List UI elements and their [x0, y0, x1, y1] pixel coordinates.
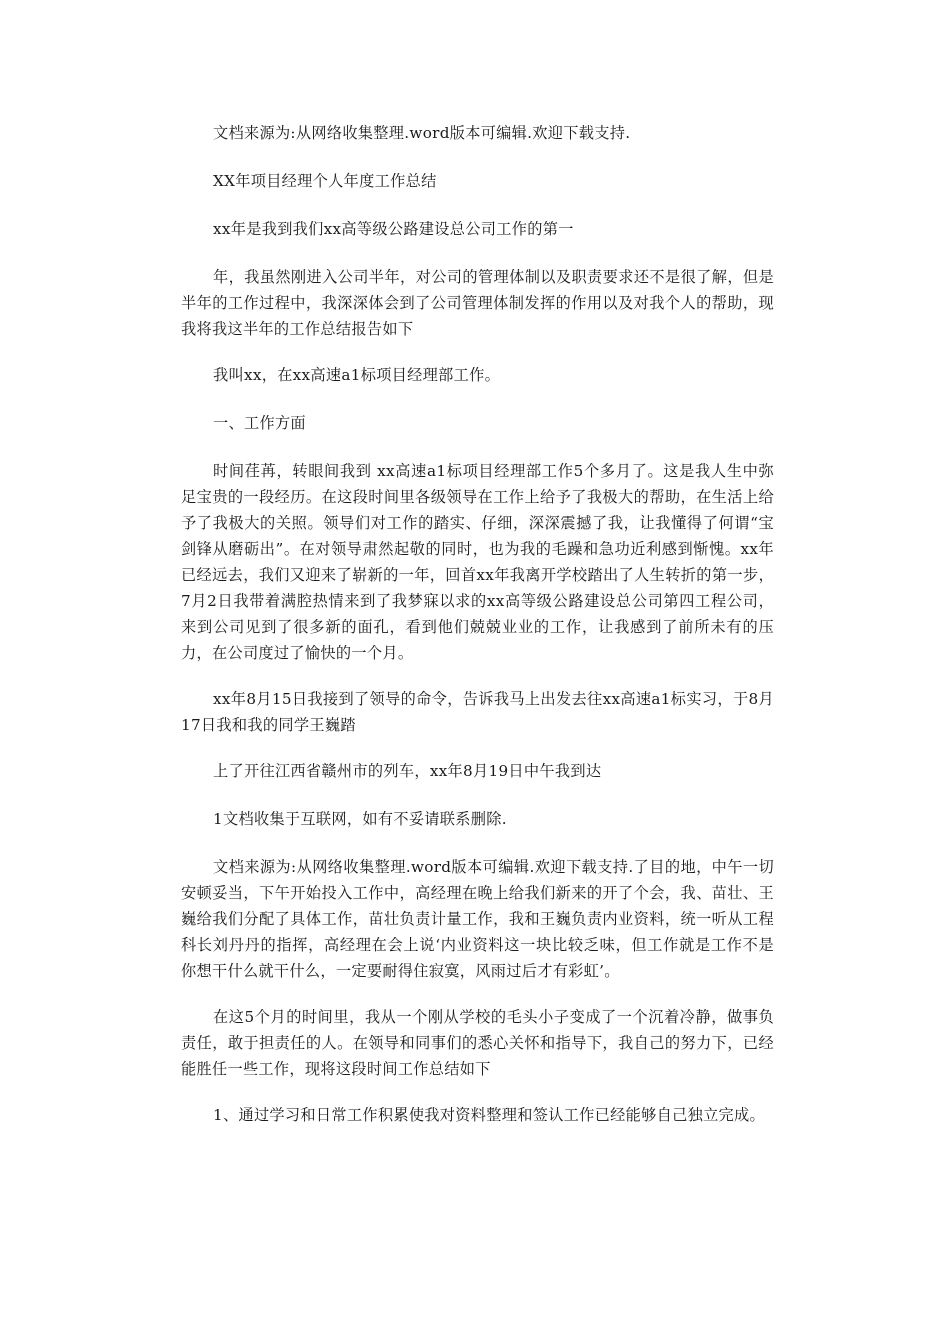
list-item-1: 1、通过学习和日常工作积累使我对资料整理和签认工作已经能够自己独立完成。: [213, 1106, 766, 1124]
paragraph-travel: 上了开往江西省赣州市的列车，xx年8月19日中午我到达: [213, 762, 602, 780]
document-title: XX年项目经理个人年度工作总结: [213, 172, 437, 190]
paragraph-assignment: xx年8月15日我接到了领导的命令，告诉我马上出发去往xx高速a1标实习，于8月17日我和我的同学王巍踏: [181, 690, 774, 734]
paragraph-self-introduction: 我叫xx，在xx高速a1标项目经理部工作。: [213, 366, 501, 384]
source-header-line: 文档来源为:从网络收集整理.word版本可编辑.欢迎下载支持.: [213, 124, 631, 142]
paragraph-intro: xx年是我到我们xx高等级公路建设总公司工作的第一: [213, 220, 574, 238]
paragraph-overview: 年，我虽然刚进入公司半年，对公司的管理体制以及职责要求还不是很了解，但是半年的工作过程中，我深深体会到了公司管理体制发挥的作用以及对我个人的帮助，现我将我这半年的工作总结报告如下: [181, 268, 774, 338]
paragraph-experience: 时间荏苒，转眼间我到 xx高速a1标项目经理部工作5个多月了。这是我人生中弥足宝贵的一段经历。在这段时间里各级领导在工作上给予了我极大的帮助，在生活上给予了我极大的关照。领导们对工作的踏实、仔细，深深震撼了我，让我懂得了何谓“宝剑锋从磨砺出”。在对领导肃然起敬的同时，也为我的毛躁和急功近利感到惭愧。xx年已经远去，我们又迎来了崭新的一年，回首xx年我离开学校踏出了人生转折的第一步，7月2日我带着满腔热情来到了我梦寐以求的xx高等级公路建设总公司第四工程公司，来到公司见到了很多新的面孔，看到他们兢兢业业的工作，让我感到了前所未有的压力，在公司度过了愉快的一个月。: [181, 462, 774, 662]
footer-note: 1文档收集于互联网，如有不妥请联系删除.: [213, 810, 507, 828]
paragraph-arrival: 文档来源为:从网络收集整理.word版本可编辑.欢迎下载支持.了目的地，中午一切安顿妥当，下午开始投入工作中，高经理在晚上给我们新来的开了个会，我、苗壮、王巍给我们分配了具体工作，苗壮负责计量工作，我和王巍负责内业资料，统一听从工程科长刘丹丹的指挥，高经理在会上说‘内业资料这一块比较乏味，但工作就是工作不是你想干什么就干什么，一定要耐得住寂寞，风雨过后才有彩虹’。: [181, 858, 774, 980]
paragraph-growth: 在这5个月的时间里，我从一个刚从学校的毛头小子变成了一个沉着冷静，做事负责任，敢于担责任的人。在领导和同事们的悉心关怀和指导下，我自己的努力下，已经能胜任一些工作，现将这段时间工作总结如下: [181, 1008, 774, 1078]
section-heading-work: 一、工作方面: [213, 414, 306, 432]
document-body: [181, 120, 774, 1148]
